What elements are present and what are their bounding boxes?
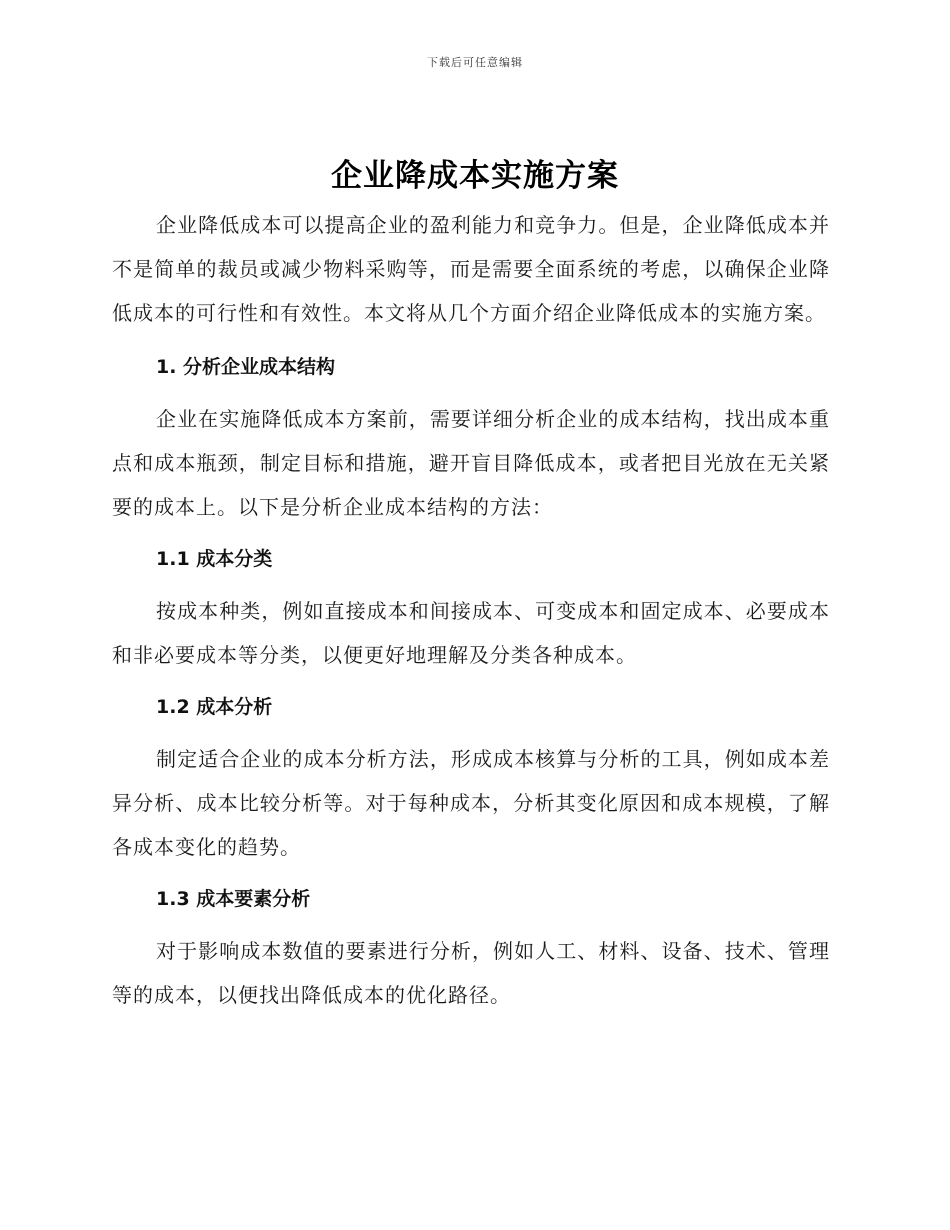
section-paragraph-1-2: 制定适合企业的成本分析方法，形成成本核算与分析的工具，例如成本差异分析、成本比较分析等。对于每种成本，分析其变化原因和成本规模，了解各成本变化的趋势。 [112,747,830,859]
document-body [112,203,830,1017]
page-title: 企业降成本实施方案 [331,158,619,194]
section-heading-1: 1. 分析企业成本结构 [156,356,336,378]
section-heading-1-3: 1.3 成本要素分析 [156,888,311,910]
section-paragraph-1-3: 对于影响成本数值的要素进行分析，例如人工、材料、设备、技术、管理等的成本，以便找出降低成本的优化路径。 [112,939,830,1007]
section-heading-1-1: 1.1 成本分类 [156,548,273,570]
intro-paragraph: 企业降低成本可以提高企业的盈利能力和竞争力。但是，企业降低成本并不是简单的裁员或减少物料采购等，而是需要全面系统的考虑，以确保企业降低成本的可行性和有效性。本文将从几个方面介绍企业降低成本的实施方案。 [112,213,830,325]
section-paragraph-1-1: 按成本种类，例如直接成本和间接成本、可变成本和固定成本、必要成本和非必要成本等分类，以便更好地理解及分类各种成本。 [112,599,830,667]
header-note: 下载后可任意编辑 [427,56,523,69]
section-paragraph-1: 企业在实施降低成本方案前，需要详细分析企业的成本结构，找出成本重点和成本瓶颈，制定目标和措施，避开盲目降低成本，或者把目光放在无关紧要的成本上。以下是分析企业成本结构的方法： [112,407,830,519]
section-heading-1-2: 1.2 成本分析 [156,696,273,718]
